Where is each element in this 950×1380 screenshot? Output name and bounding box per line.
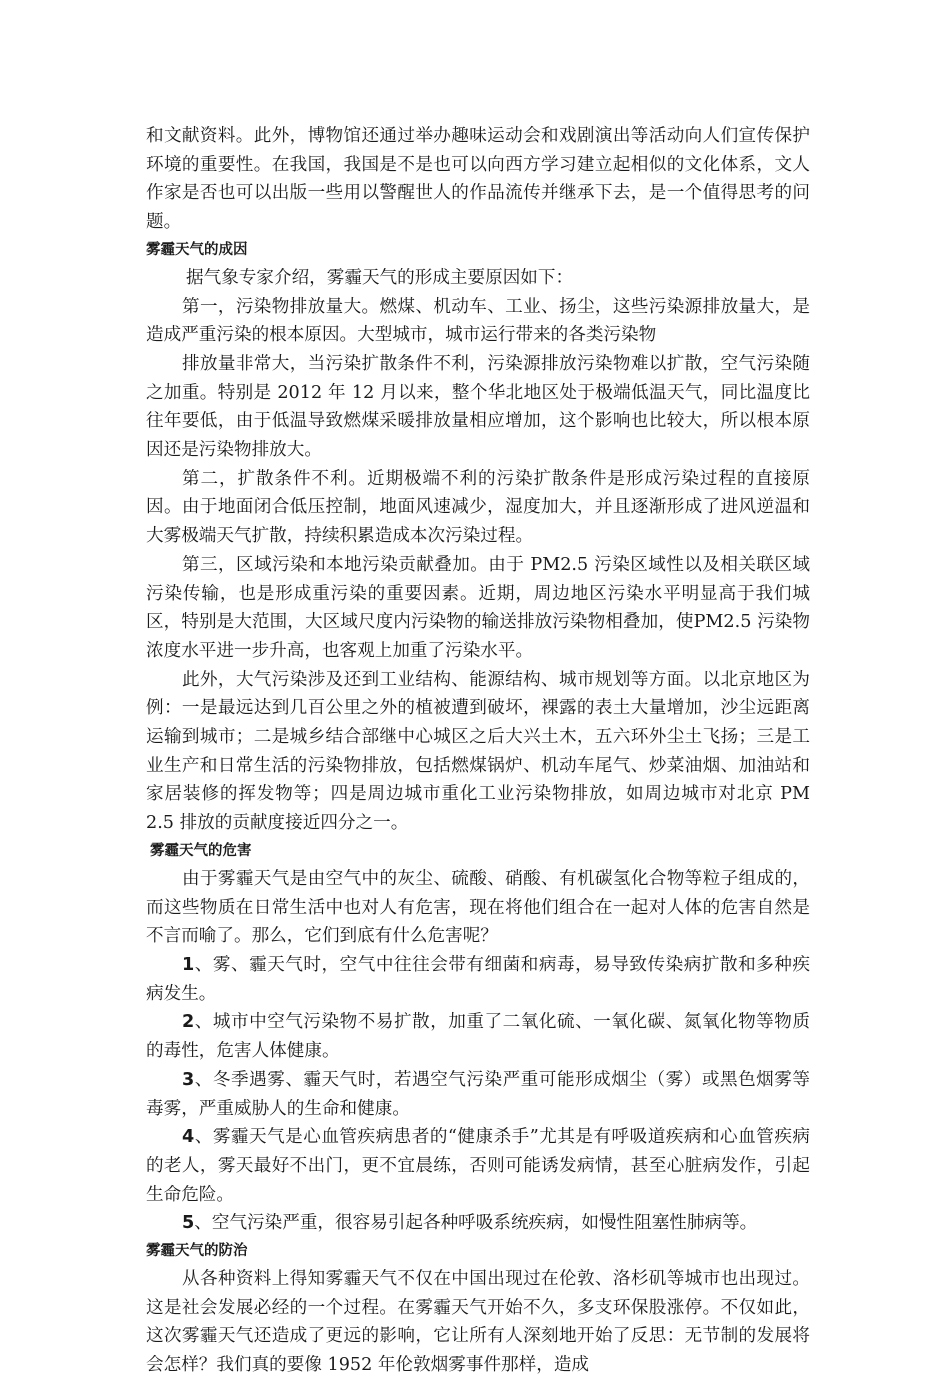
harm-item-text: 、城市中空气污染物不易扩散，加重了二氧化硫、一氧化碳、氮氧化物等物质的毒性，危害人体健康。: [146, 1012, 810, 1062]
paragraph-intro: 和文献资料。此外，博物馆还通过举办趣味运动会和戏剧演出等活动向人们宣传保护环境的重要性。在我国，我国是不是也可以向西方学习建立起相似的文化体系，文人作家是否也可以出版一些用以警醒世人的作品流传并继承下去，是一个值得思考的问题。: [146, 126, 810, 233]
harm-item-3: [146, 1066, 810, 1123]
harm-item-text: 、空气污染严重，很容易引起各种呼吸系统疾病，如慢性阻塞性肺病等。: [194, 1213, 758, 1234]
paragraph-harm-lead: 由于雾霾天气是由空气中的灰尘、硫酸、硝酸、有机碳氢化合物等粒子组成的，而这些物质在日常生活中也对人有危害，现在将他们组合在一起对人体的危害自然是不言而喻了。那么，它们到底有什么危害呢？: [146, 868, 810, 947]
harm-item-text: 、冬季遇雾、霾天气时，若遇空气污染严重可能形成烟尘（雾）或黑色烟雾等毒雾，严重威胁人的生命和健康。: [146, 1069, 810, 1119]
harm-item-number: 3: [182, 1069, 195, 1090]
paragraph-causes-lead: 据气象专家介绍，雾霾天气的形成主要原因如下：: [186, 267, 574, 288]
harm-item-number: 4: [182, 1127, 195, 1148]
paragraph-cause-first-continued: 排放量非常大，当污染扩散条件不利，污染源排放污染物难以扩散，空气污染随之加重。特别是 2012 年 12 月以来，整个华北地区处于极端低温天气，同比温度比往年要低，由于低温导致燃煤采暖排放量相应增加，这个影响也比较大，所以根本原因还是污染物排放大。: [146, 353, 810, 461]
harm-item-number: 1: [182, 954, 195, 975]
heading-prevention: 雾霾天气的防治: [146, 1243, 248, 1260]
paragraph-prevention-lead: 从各种资料上得知雾霾天气不仅在中国出现过在伦敦、洛杉矶等城市也出现过。这是社会发展必经的一个过程。在雾霾天气开始不久，多支环保股涨停。不仅如此，这次雾霾天气还造成了更远的影响，它让所有人深刻地开始了反思：无节制的发展将会怎样？我们真的要像 1952 年伦敦烟雾事件那样，造成: [146, 1269, 810, 1376]
harm-item-number: 2: [182, 1012, 195, 1033]
harm-item-text: 、雾、霾天气时，空气中往往会带有细菌和病毒，易导致传染病扩散和多种疾病发生。: [146, 954, 810, 1004]
harm-item-2: [146, 1008, 810, 1065]
paragraph-cause-second: 第二，扩散条件不利。近期极端不利的污染扩散条件是形成污染过程的直接原因。由于地面闭合低压控制，地面风速减少，湿度加大，并且逐渐形成了进风逆温和大雾极端天气扩散，持续积累造成本次污染过程。: [146, 468, 810, 547]
harm-item-text: 、雾霾天气是心血管疾病患者的“健康杀手”尤其是有呼吸道疾病和心血管疾病的老人，雾天最好不出门，更不宜晨练，否则可能诱发病情，甚至心脏病发作，引起生命危险。: [146, 1127, 810, 1205]
heading-causes: 雾霾天气的成因: [146, 241, 248, 258]
harm-item-1: [146, 951, 810, 1008]
harm-item-number: 5: [182, 1213, 195, 1234]
paragraph-cause-additional: 此外，大气污染涉及还到工业结构、能源结构、城市规划等方面。以北京地区为例：一是最远达到几百公里之外的植被遭到破坏，裸露的表土大量增加，沙尘远距离运输到城市；二是城乡结合部继中心城区之后大兴土木，五六环外尘土飞扬；三是工业生产和日常生活的污染物排放，包括燃煤锅炉、机动车尾气、炒菜油烟、加油站和家居装修的挥发物等；四是周边城市重化工业污染物排放，如周边城市对北京 PM 2.5 排放的贡献度接近四分之一。: [146, 669, 810, 834]
paragraph-cause-first: 第一，污染物排放量大。燃煤、机动车、工业、扬尘，这些污染源排放量大，是造成严重污染的根本原因。大型城市，城市运行带来的各类污染物: [146, 296, 810, 346]
harm-item-4: [146, 1123, 810, 1209]
heading-harm: 雾霾天气的危害: [150, 842, 252, 859]
paragraph-cause-third: 第三，区域污染和本地污染贡献叠加。由于 PM2.5 污染区域性以及相关联区域污染传输，也是形成重污染的重要因素。近期，周边地区污染水平明显高于我们城区，特别是大范围，大区域尺度内污染物的输送排放污染物相叠加，使PM2.5 污染物浓度水平进一步升高，也客观上加重了污染水平。: [146, 554, 810, 661]
document-page: [146, 122, 810, 1380]
harm-item-5: [146, 1209, 810, 1238]
